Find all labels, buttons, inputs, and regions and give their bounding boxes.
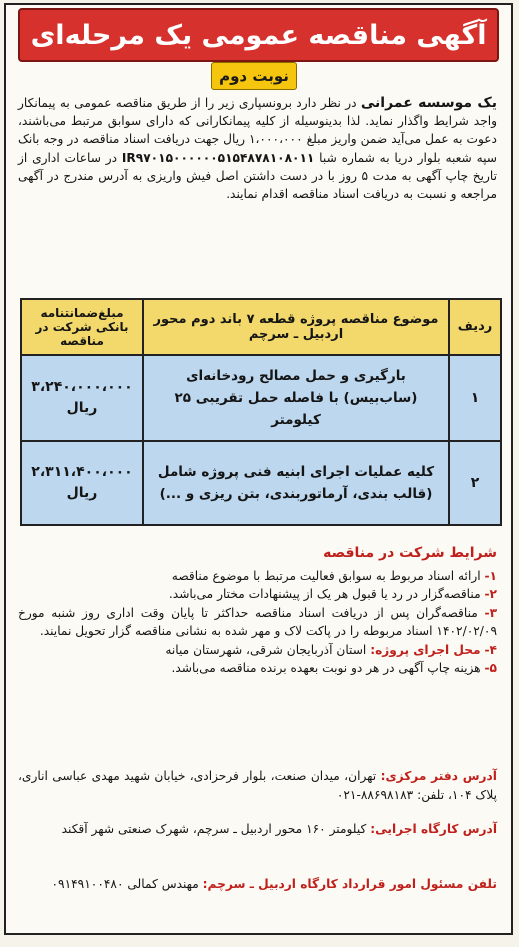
header-guarantee: مبلغ‌ضمانتنامه بانکی شرکت در مناقصه	[21, 299, 143, 355]
table-row	[21, 355, 501, 441]
condition-number: ۴-	[484, 642, 497, 657]
header-row-number: ردیف	[449, 299, 501, 355]
contact-text: مهندس کمالی ۰۹۱۴۹۱۰۰۴۸۰	[51, 877, 199, 891]
workshop-text: کیلومتر ۱۶۰ محور اردبیل ـ سرچم، شهرک صنعتی شهر آقکند	[61, 822, 367, 836]
condition-item	[18, 604, 497, 641]
amount-unit: ریال	[66, 485, 98, 502]
condition-number: ۳-	[484, 605, 498, 620]
condition-text: استان آذربایجان شرقی، شهرستان میانه	[165, 642, 367, 657]
conditions-title: شرایط شرکت در مناقصه	[323, 545, 497, 561]
central-office-text: تهران، میدان صنعت، بلوار فرحزادی، خیابان شهید مهدی عباسی اناری، پلاک ۱۰۴، تلفن: ۸۸۶۹۸۱۸۳-۰۲۱	[18, 769, 497, 802]
condition-item	[18, 567, 497, 585]
intro-text: در نظر دارد برونسپاری زیر را از طریق مناقصه عمومی به پیمانکار واجد شرایط واگذار نماید. لذا بدینوسیله از کلیه پیمانکارانی که دارای سوابق مرتبط می‌باشند، دعوت به عمل می‌آید ضمن واریز مبلغ ۱،۰۰۰،۰۰۰ ریال جهت دریافت اسناد مناقصه در وجه بانک سپه شعبه بلوار دریا به شماره شبا	[18, 96, 498, 165]
amount-value: ۲،۳۱۱،۴۰۰،۰۰۰	[31, 464, 133, 481]
condition-text: هزینه چاپ آگهی در هر دو نوبت بعهده برنده مناقصه می‌باشد.	[171, 661, 481, 676]
tender-notice	[4, 3, 513, 935]
condition-item	[18, 659, 497, 677]
condition-number: ۵-	[484, 661, 497, 676]
contact-phone	[18, 875, 497, 894]
title-bar	[18, 8, 499, 62]
condition-text: ارائه اسناد مربوط به سوابق فعالیت مرتبط با موضوع مناقصه	[171, 569, 481, 583]
organization-name: یک موسسه عمرانی	[360, 95, 497, 111]
workshop-label: آدرس کارگاه اجرایی:	[370, 822, 497, 836]
row-amount	[21, 355, 143, 441]
condition-label: محل اجرای پروژه:	[370, 642, 481, 657]
condition-item	[18, 585, 497, 603]
row-number: ۱	[449, 355, 501, 441]
header-subject: موضوع مناقصه پروژه قطعه ۷ باند دوم محور اردبیل ـ سرچم	[143, 299, 449, 355]
condition-number: ۱-	[484, 569, 497, 583]
amount-value: ۳،۲۴۰،۰۰۰،۰۰۰	[31, 379, 133, 395]
round-badge: نوبت دوم	[211, 62, 297, 90]
workshop-address	[18, 820, 497, 839]
condition-item	[18, 641, 497, 659]
row-number: ۲	[449, 441, 501, 525]
intro-text-continued: در ساعات اداری از تاریخ چاپ آگهی به مدت ۵ روز با در دست داشتن اصل فیش واریزی به آدرس مندرج در آگهی مراجعه و نسبت به دریافت اسناد مناقصه اقدام نمایند.	[18, 150, 497, 202]
table-row	[21, 441, 501, 525]
tender-table	[20, 298, 502, 526]
row-amount	[21, 441, 143, 525]
row-subject: کلیه عملیات اجرای ابنیه فنی پروژه شامل (قالب بندی، آرماتوربندی، بتن ریزی و ...)	[143, 441, 449, 525]
conditions-list	[18, 567, 497, 677]
intro-paragraph	[18, 94, 497, 259]
central-office-address	[18, 767, 497, 804]
table-header-row	[21, 299, 501, 355]
condition-number: ۲-	[484, 587, 497, 602]
condition-text: مناقصه‌گران پس از دریافت اسناد مناقصه حداکثر تا پایان وقت اداری روز شنبه مورخ ۱۴۰۲/۰۲/۰۹ اسناد مربوطه را در پاکت لاک و مهر شده به نشانی مناقصه گزار تحویل نمایند.	[18, 605, 497, 639]
central-office-label: آدرس دفتر مرکزی:	[380, 769, 497, 783]
notice-title: آگهی مناقصه عمومی یک مرحله‌ای	[30, 19, 487, 51]
iban-number: IR۹۷۰۱۵۰۰۰۰۰۰۵۱۵۴۸۷۸۱۰۸۰۱۱	[121, 150, 315, 165]
contact-label: تلفن مسئول امور قرارداد کارگاه اردبیل ـ سرچم:	[202, 877, 497, 891]
row-subject: بارگیری و حمل مصالح رودخانه‌ای (ساب‌بیس) با فاصله حمل تقریبی ۲۵ کیلومتر	[143, 355, 449, 441]
amount-unit: ریال	[66, 400, 98, 416]
condition-text: مناقصه‌گزار در رد یا قبول هر یک از پیشنهادات مختار می‌باشد.	[168, 587, 481, 602]
